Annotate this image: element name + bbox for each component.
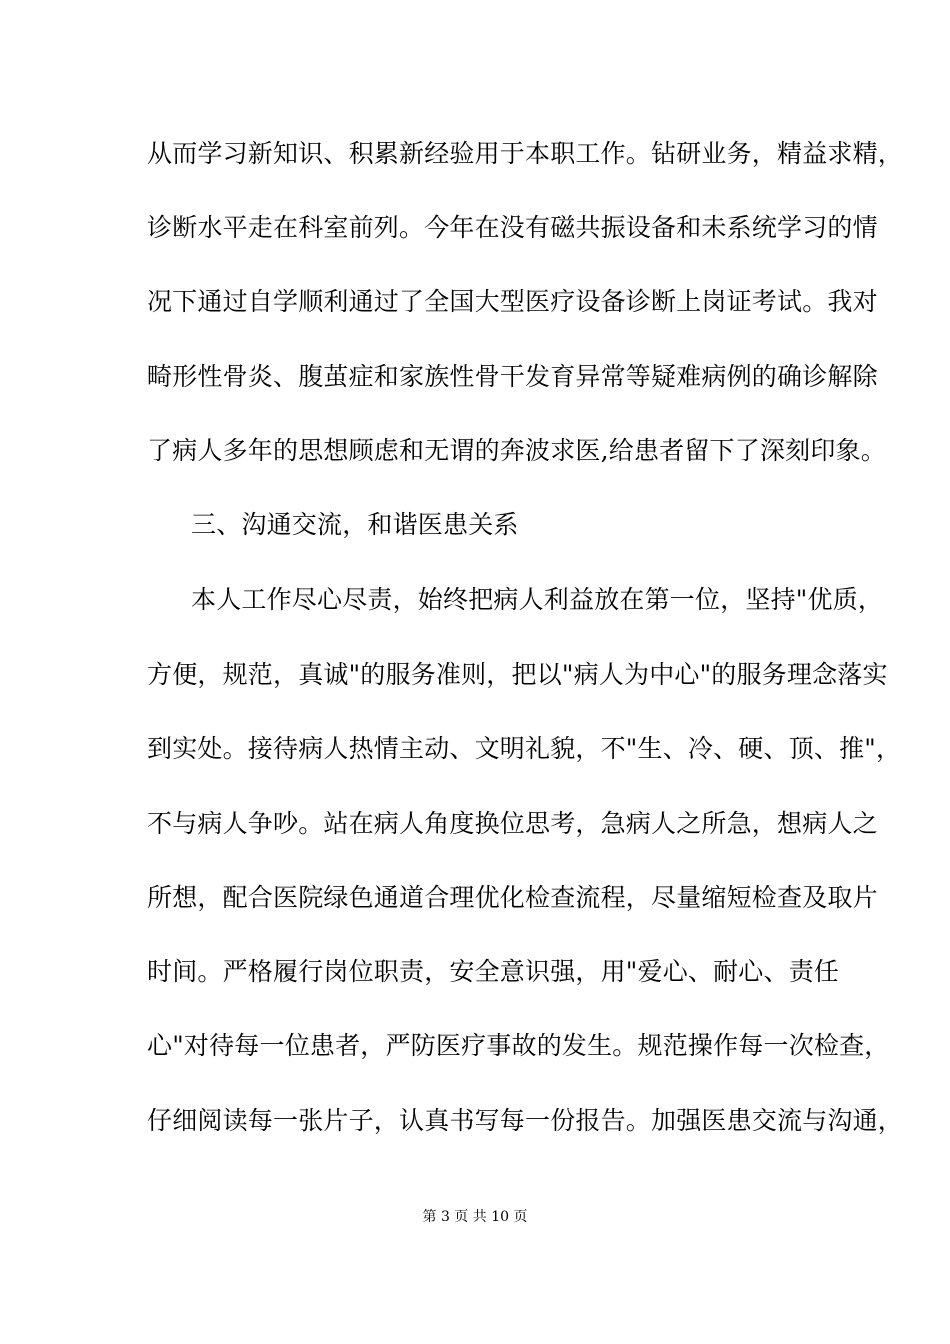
section-heading: 三、沟通交流，和谐医患关系 bbox=[191, 510, 519, 539]
page-number-footer: 第 3 页 共 10 页 bbox=[422, 1209, 528, 1225]
paragraph-line: 畸形性骨炎、腹茧症和家族性骨干发育异常等疑难病例的确诊解除 bbox=[147, 362, 878, 391]
paragraph-line: 了病人多年的思想顾虑和无谓的奔波求医,给患者留下了深刻印象。 bbox=[147, 436, 886, 465]
paragraph-line: 所想，配合医院绿色通道合理优化检查流程，尽量缩短检查及取片 bbox=[147, 883, 878, 912]
paragraph-line: 方便，规范，真诚"的服务准则，把以"病人为中心"的服务理念落实 bbox=[147, 660, 888, 689]
paragraph-line: 时间。严格履行岗位职责，安全意识强，用"爱心、耐心、责任 bbox=[147, 957, 840, 986]
paragraph-line: 到实处。接待病人热情主动、文明礼貌，不"生、冷、硬、顶、推"， bbox=[147, 734, 902, 763]
paragraph-line: 仔细阅读每一张片子，认真书写每一份报告。加强医患交流与沟通， bbox=[147, 1106, 904, 1135]
paragraph-line: 本人工作尽心尽责，始终把病人利益放在第一位，坚持"优质， bbox=[191, 585, 884, 614]
paragraph-line: 况下通过自学顺利通过了全国大型医疗设备诊断上岗证考试。我对 bbox=[147, 287, 878, 316]
paragraph-line: 诊断水平走在科室前列。今年在没有磁共振设备和未系统学习的情 bbox=[147, 213, 878, 242]
paragraph-line: 心"对待每一位患者，严防医疗事故的发生。规范操作每一次检查， bbox=[147, 1031, 890, 1060]
paragraph-line: 不与病人争吵。站在病人角度换位思考，急病人之所急，想病人之 bbox=[147, 809, 878, 838]
paragraph-line: 从而学习新知识、积累新经验用于本职工作。钻研业务，精益求精， bbox=[147, 139, 904, 168]
